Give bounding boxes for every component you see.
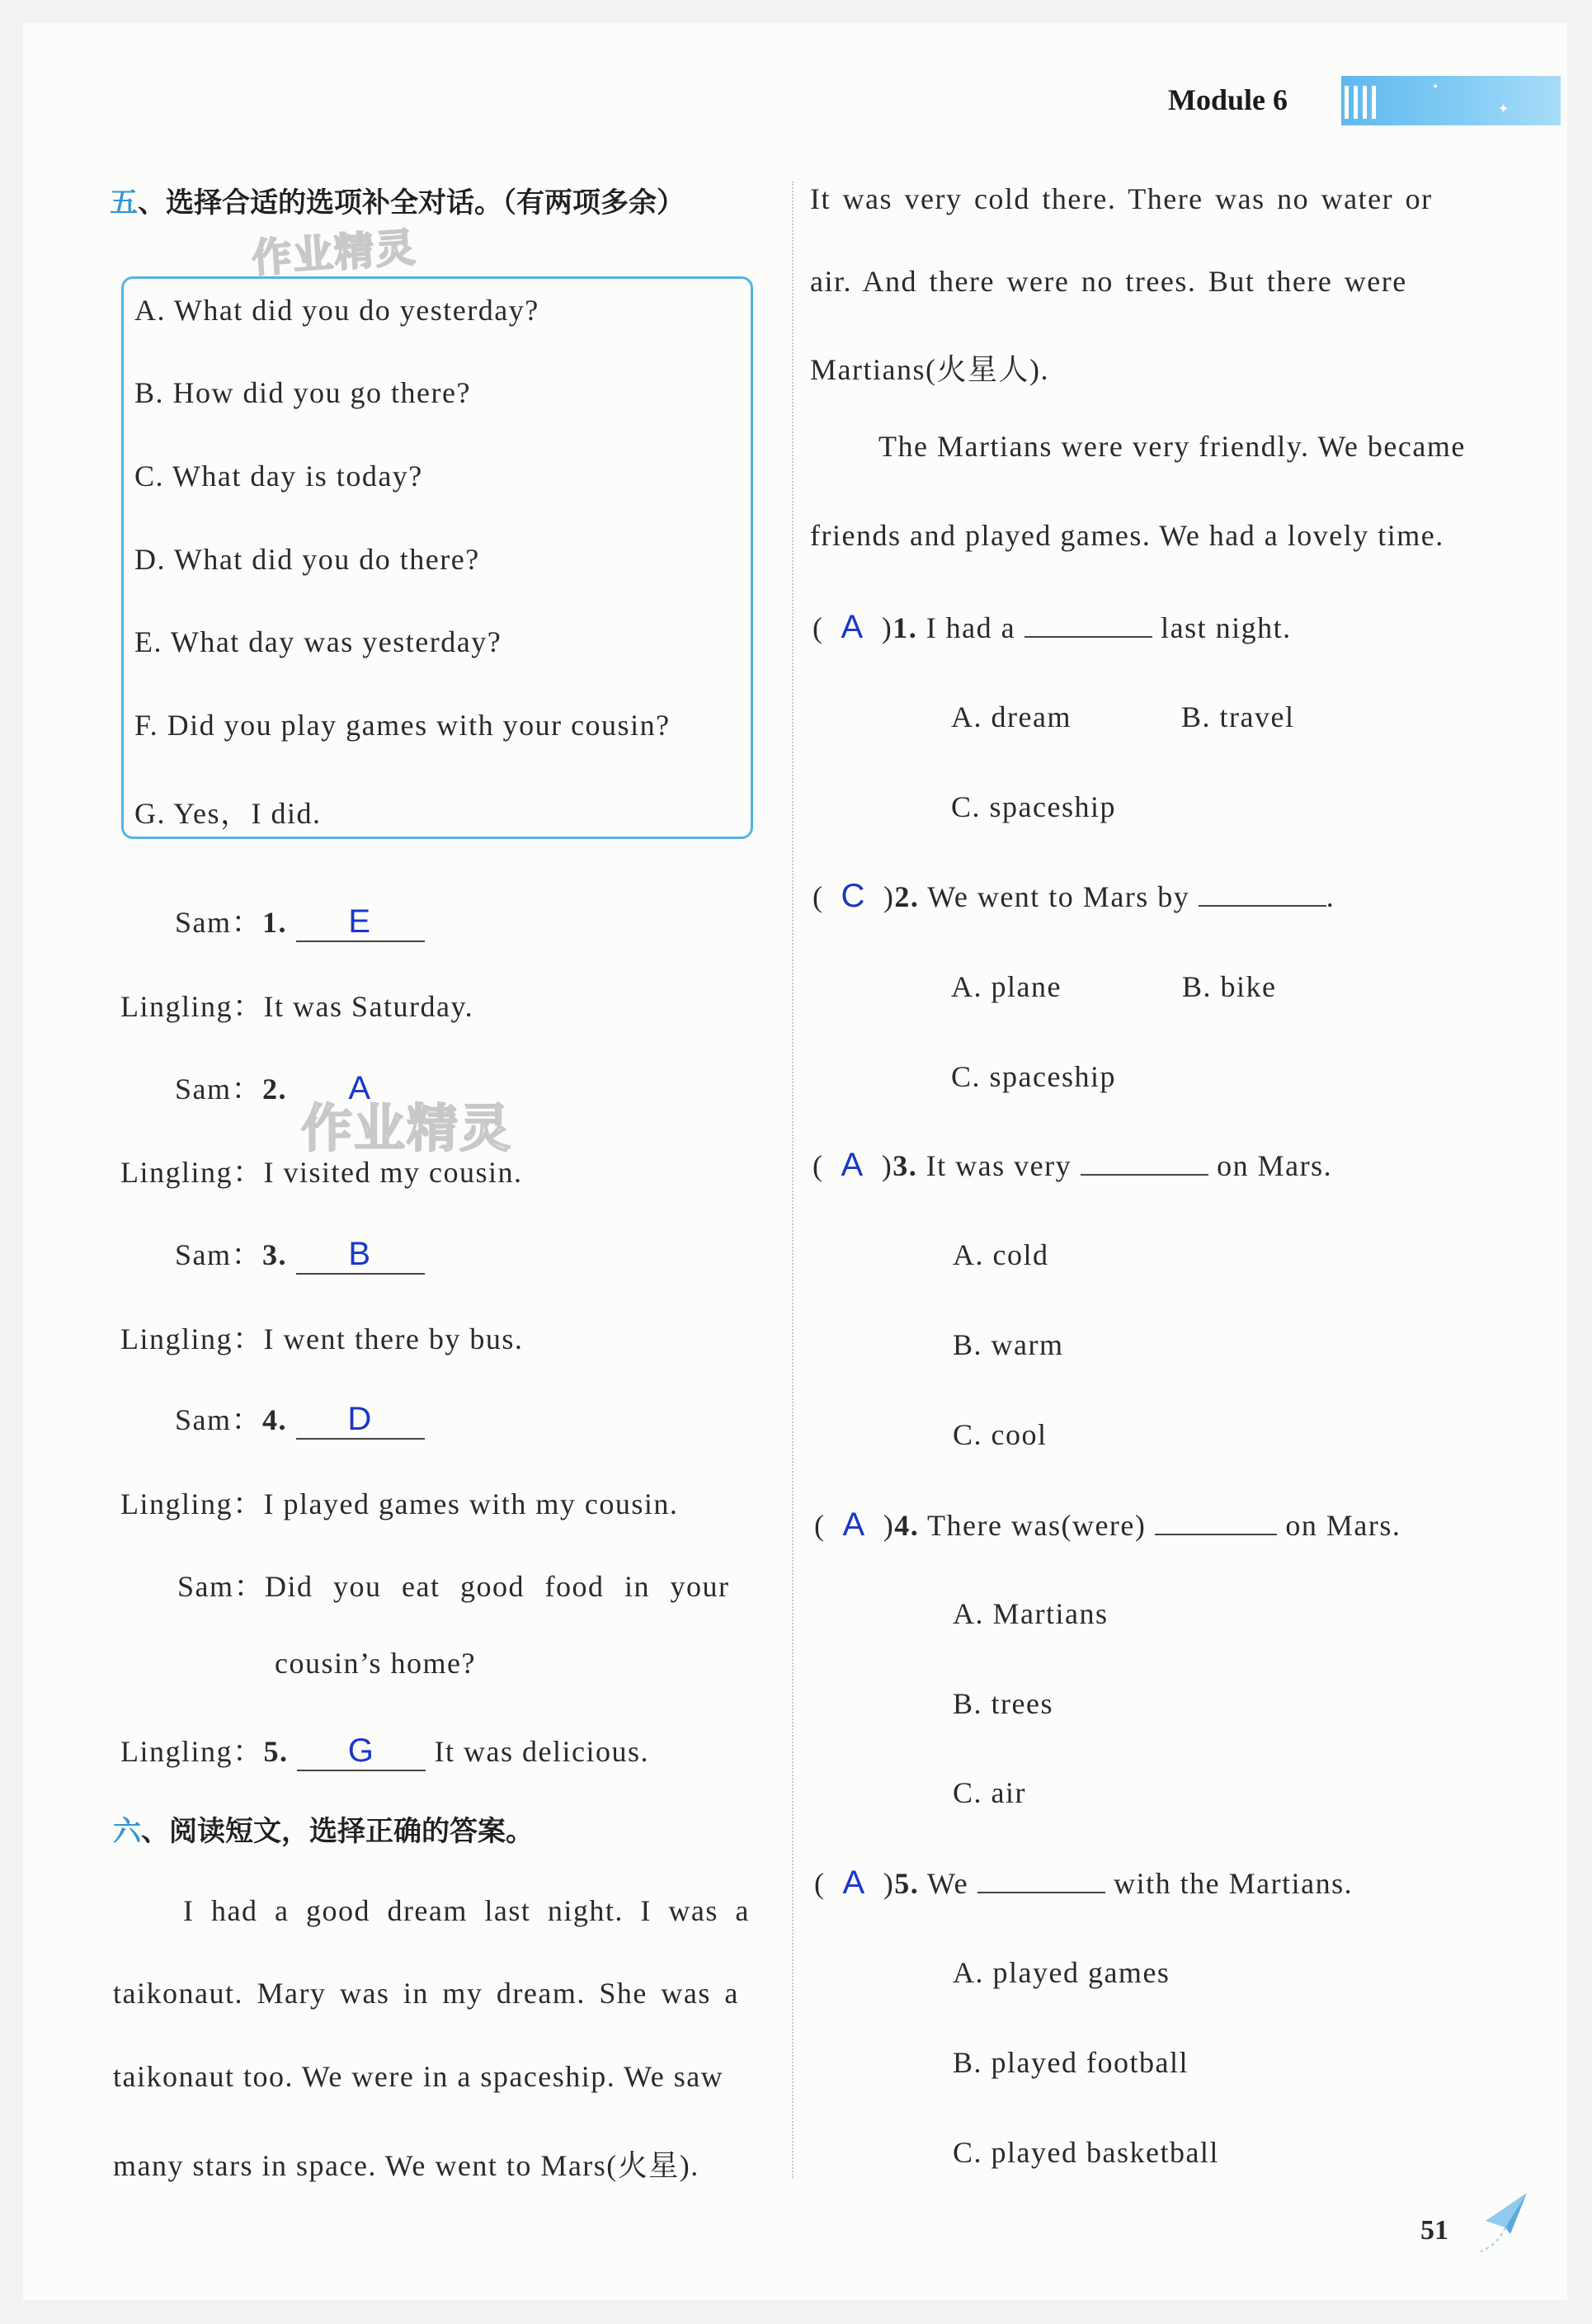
question-number: 1. [893, 611, 918, 644]
question-number: 5. [894, 1867, 920, 1900]
question-text: It was very [926, 1149, 1072, 1182]
dialogue-line-10: cousin’s home? [275, 1647, 476, 1680]
dialogue-line-2: Lingling：It was Saturday. [120, 990, 474, 1023]
column-divider [792, 181, 794, 2178]
dialogue-line-11 [120, 1728, 649, 1771]
q1-option-a: A. dream [951, 700, 1072, 733]
banner-bars-icon [1345, 86, 1376, 119]
passage-line: air. And there were no trees. But there were [810, 265, 1407, 298]
sparkle-icon: ✦ [1498, 102, 1510, 116]
question-text: I had a [926, 611, 1016, 644]
answer-choice-3[interactable]: A [841, 1147, 864, 1183]
q3-option-b: B. warm [953, 1328, 1064, 1361]
question-text: . [1326, 880, 1335, 913]
answer-blank-4[interactable] [296, 1401, 425, 1440]
option-e: E. What day was yesterday? [134, 625, 502, 658]
speaker-sam: Sam： [175, 1072, 263, 1105]
watermark: 作业精灵 [250, 224, 419, 282]
question-text: on Mars. [1285, 1509, 1401, 1542]
q4-option-c: C. air [953, 1776, 1026, 1809]
speaker-lingling: Lingling： [120, 1735, 264, 1768]
question-text: with the Martians. [1114, 1867, 1354, 1900]
passage-line: It was very cold there. There was no water or [810, 182, 1433, 215]
paper-plane-icon [1481, 2186, 1530, 2260]
page-number: 51 [1420, 2215, 1448, 2246]
dialogue-line-9: Sam：Did you eat good food in your [177, 1570, 730, 1603]
answer-choice-4[interactable]: A [842, 1506, 866, 1543]
answer-1: E [348, 903, 372, 940]
dialogue-text: It was delicious. [434, 1735, 649, 1768]
question-number: 2. [894, 880, 920, 913]
question-text: There was(were) [927, 1509, 1147, 1542]
question-blank [977, 1892, 1105, 1893]
dialogue-line-6: Lingling：I went there by bus. [120, 1322, 524, 1355]
q2-option-b: B. bike [1182, 970, 1277, 1003]
passage-line: The Martians were very friendly. We became [878, 430, 1466, 463]
section-title: 、选择合适的选项补全对话。（有两项多余） [138, 186, 685, 219]
speaker-sam: Sam： [175, 1403, 263, 1436]
q1-option-c: C. spaceship [951, 790, 1116, 823]
q4-option-b: B. trees [953, 1687, 1053, 1720]
question-number: 5. [263, 1735, 289, 1768]
question-text: We went to Mars by [927, 880, 1190, 913]
question-blank [1199, 905, 1326, 907]
question-number: 3. [893, 1149, 918, 1182]
option-c: C. What day is today? [134, 460, 423, 493]
passage-line: friends and played games. We had a lovely time. [810, 519, 1444, 552]
section-title: 、阅读短文，选择正确的答案。 [141, 1815, 534, 1848]
passage-line: many stars in space. We went to Mars(火星). [113, 2149, 699, 2182]
answer-2: A [348, 1070, 372, 1106]
question-4: ( A )4. There was(were) on Mars. [814, 1506, 1401, 1543]
dialogue-line-5 [175, 1232, 425, 1275]
dialogue-line-1 [175, 899, 425, 942]
option-g: G. Yes，I did. [134, 797, 322, 830]
section-number: 六 [113, 1815, 141, 1848]
answer-3: B [348, 1236, 372, 1272]
question-2: ( C )2. We went to Mars by . [812, 878, 1335, 914]
question-text: last night. [1161, 611, 1292, 644]
section-5-heading [110, 180, 685, 220]
answer-choice-2[interactable]: C [841, 878, 866, 914]
module-banner [1341, 76, 1561, 125]
passage-line: Martians(火星人). [810, 353, 1049, 386]
answer-choice-5[interactable]: A [842, 1864, 866, 1901]
q3-option-c: C. cool [953, 1418, 1048, 1451]
question-number: 2. [262, 1072, 288, 1105]
question-text: on Mars. [1217, 1149, 1333, 1182]
speaker-sam: Sam： [175, 906, 263, 939]
option-f: F. Did you play games with your cousin? [134, 709, 671, 742]
answer-4: D [347, 1401, 373, 1437]
q5-option-a: A. played games [953, 1956, 1170, 1989]
section-number: 五 [110, 186, 138, 219]
answer-5: G [347, 1732, 375, 1769]
question-blank [1081, 1174, 1208, 1176]
answer-blank-5[interactable] [297, 1732, 426, 1771]
passage-line: I had a good dream last night. I was a [183, 1894, 750, 1927]
option-a: A. What did you do yesterday? [134, 294, 539, 327]
q2-option-c: C. spaceship [951, 1060, 1116, 1093]
dialogue-line-8: Lingling：I played games with my cousin. [120, 1487, 679, 1520]
question-5: ( A )5. We with the Martians. [814, 1864, 1354, 1901]
question-1: ( A )1. I had a last night. [812, 609, 1292, 645]
sparkle-icon: ✦ [1432, 82, 1439, 92]
dialogue-line-7 [175, 1397, 425, 1440]
speaker-sam: Sam： [175, 1238, 263, 1271]
question-number: 4. [262, 1403, 288, 1436]
option-b: B. How did you go there? [134, 376, 471, 409]
question-text: We [927, 1867, 969, 1900]
section-6-heading [113, 1808, 534, 1849]
question-blank [1024, 636, 1152, 638]
passage-line: taikonaut. Mary was in my dream. She was a [113, 1977, 739, 2010]
question-blank [1155, 1534, 1277, 1535]
module-title: Module 6 [1168, 83, 1288, 116]
passage-line: taikonaut too. We were in a spaceship. We saw [113, 2060, 724, 2093]
q1-option-b: B. travel [1181, 700, 1295, 733]
dialogue-line-4: Lingling：I visited my cousin. [120, 1156, 523, 1189]
q2-option-a: A. plane [951, 970, 1062, 1003]
option-d: D. What did you do there? [134, 543, 480, 576]
q3-option-a: A. cold [953, 1238, 1049, 1271]
question-number: 1. [262, 906, 288, 939]
question-3: ( A )3. It was very on Mars. [812, 1147, 1333, 1183]
answer-choice-1[interactable]: A [841, 609, 864, 645]
watermark: 作业精灵 [301, 1098, 513, 1158]
q4-option-a: A. Martians [953, 1597, 1109, 1630]
answer-blank-1[interactable] [296, 903, 425, 942]
answer-blank-3[interactable] [296, 1236, 425, 1275]
question-number: 3. [262, 1238, 288, 1271]
q5-option-b: B. played football [953, 2046, 1189, 2079]
q5-option-c: C. played basketball [953, 2136, 1219, 2169]
question-number: 4. [894, 1509, 920, 1542]
